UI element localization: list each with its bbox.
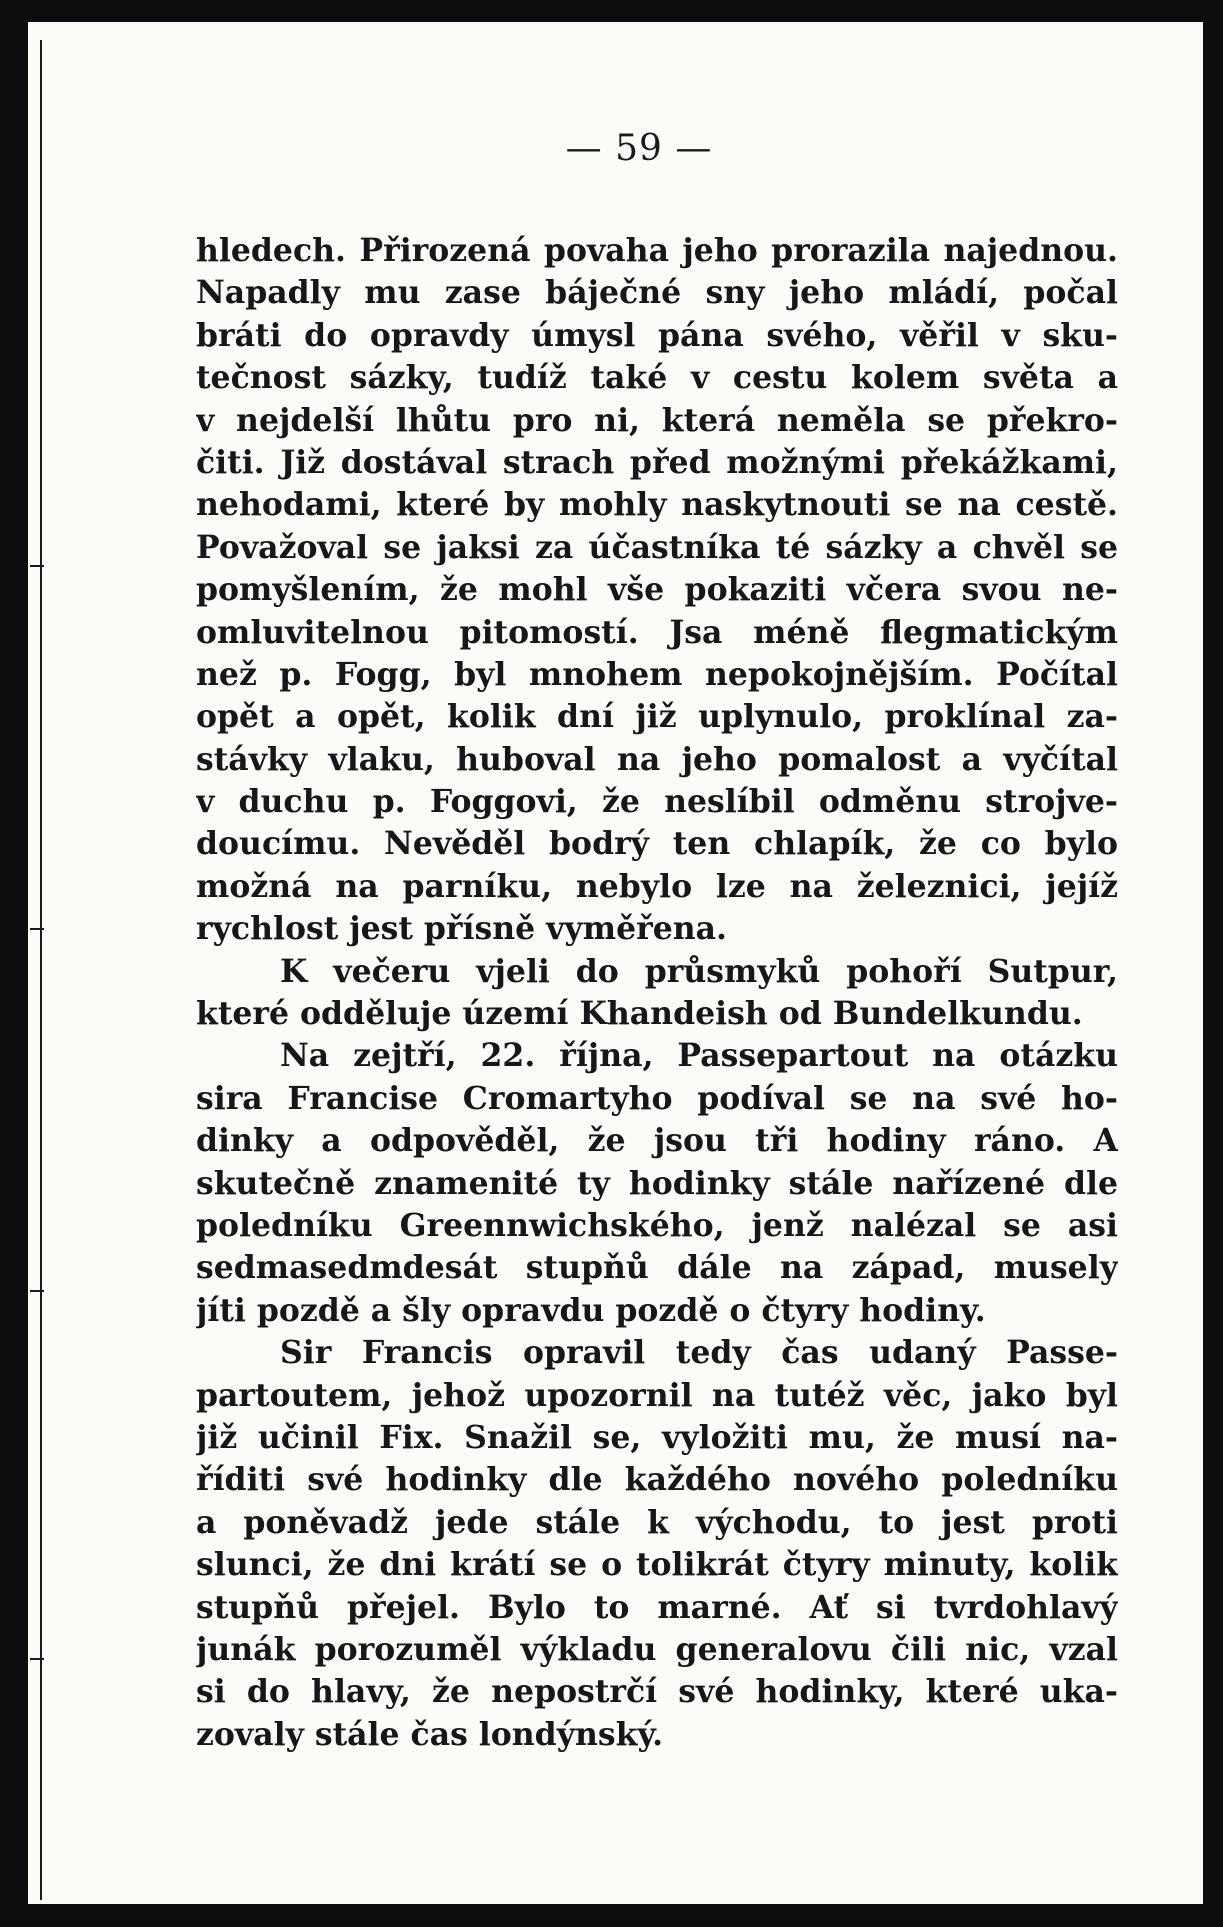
text-line: tečnost sázky, tudíž také v cestu kolem světa a [196, 359, 1118, 397]
page-number: — 59 — [565, 128, 713, 169]
text-line: již učinil Fix. Snažil se, vyložiti mu, že musí na- [196, 1418, 1118, 1456]
text-line: Považoval se jaksi za účastníka té sázky a chvěl se [196, 528, 1118, 566]
text-line: Sir Francis opravil tedy čas udaný Passe- [280, 1334, 1118, 1372]
text-line: rychlost jest přísně vyměřena. [196, 910, 728, 948]
text-line: než p. Fogg, byl mnohem nepokojnějším. Počítal [196, 655, 1118, 693]
text-line: pomyšlením, že mohl vše pokaziti včera svou ne- [196, 571, 1118, 609]
text-line: skutečně znamenité ty hodinky stále nařízené dle [196, 1164, 1118, 1202]
text-line: které odděluje území Khandeish od Bundelkundu. [196, 995, 1083, 1033]
text-line: K večeru vjeli do průsmyků pohoří Sutpur, [280, 952, 1118, 990]
text-line: stávky vlaku, huboval na jeho pomalost a vyčítal [196, 740, 1118, 778]
text-line: omluvitelnou pitomostí. Jsa méně flegmatickým [196, 613, 1118, 651]
paragraph [196, 230, 1118, 951]
text-line: a poněvadž jede stále k východu, to jest proti [196, 1503, 1118, 1541]
text-line: v duchu p. Foggovi, že neslíbil odměnu strojve- [196, 783, 1118, 821]
binding-mark [30, 1290, 44, 1292]
text-line: v nejdelší lhůtu pro ni, která neměla se překro- [196, 401, 1118, 439]
text-line: bráti do opravdy úmysl pána svého, věřil v sku- [196, 316, 1118, 354]
text-line: jíti pozdě a šly opravdu pozdě o čtyry hodiny. [196, 1291, 986, 1329]
text-line: doucímu. Nevěděl bodrý ten chlapík, že co bylo [196, 825, 1118, 863]
binding-mark [30, 1658, 44, 1660]
paragraph [196, 951, 1118, 1036]
binding-mark [30, 928, 44, 930]
text-line: Napadly mu zase báječné sny jeho mládí, počal [196, 274, 1118, 312]
text-line: nehodami, které by mohly naskytnouti se na cestě. [196, 486, 1118, 524]
text-line: hledech. Přirozená povaha jeho prorazila najednou. [196, 232, 1118, 269]
paragraph [196, 1332, 1118, 1756]
text-line: sira Francise Cromartyho podíval se na své ho- [196, 1079, 1118, 1117]
body-text [196, 230, 1118, 1756]
binding-mark [30, 565, 44, 567]
text-line: slunci, že dni krátí se o tolikrát čtyry minuty, kolik [196, 1546, 1118, 1584]
text-line: partoutem, jehož upozornil na tutéž věc, jako byl [196, 1376, 1118, 1414]
text-line: si do hlavy, že nepostrčí své hodinky, které uka- [196, 1673, 1118, 1711]
text-line: junák porozuměl výkladu generalovu čili nic, vzal [196, 1630, 1118, 1668]
text-line: sedmasedmdesát stupňů dále na západ, musely [196, 1249, 1118, 1287]
text-line: zovaly stále čas londýnský. [196, 1715, 664, 1753]
text-line: možná na parníku, nebylo lze na železnici, jejíž [196, 867, 1118, 905]
text-line: dinky a odpověděl, že jsou tři hodiny ráno. A [196, 1122, 1118, 1160]
paragraph [196, 1035, 1118, 1332]
text-line: čiti. Již dostával strach před možnými překážkami, [196, 443, 1118, 481]
text-line: říditi své hodinky dle každého nového poledníku [196, 1461, 1118, 1499]
text-line: stupňů přejel. Bylo to marné. Ať si tvrdohlavý [196, 1588, 1118, 1626]
text-line: poledníku Greennwichského, jenž nalézal se asi [196, 1206, 1118, 1244]
text-line: Na zejtří, 22. října, Passepartout na otázku [280, 1037, 1118, 1075]
binding-edge-line [40, 40, 42, 1900]
text-line: opět a opět, kolik dní již uplynulo, proklínal za- [196, 698, 1118, 736]
scan-right-border [1203, 22, 1223, 1904]
